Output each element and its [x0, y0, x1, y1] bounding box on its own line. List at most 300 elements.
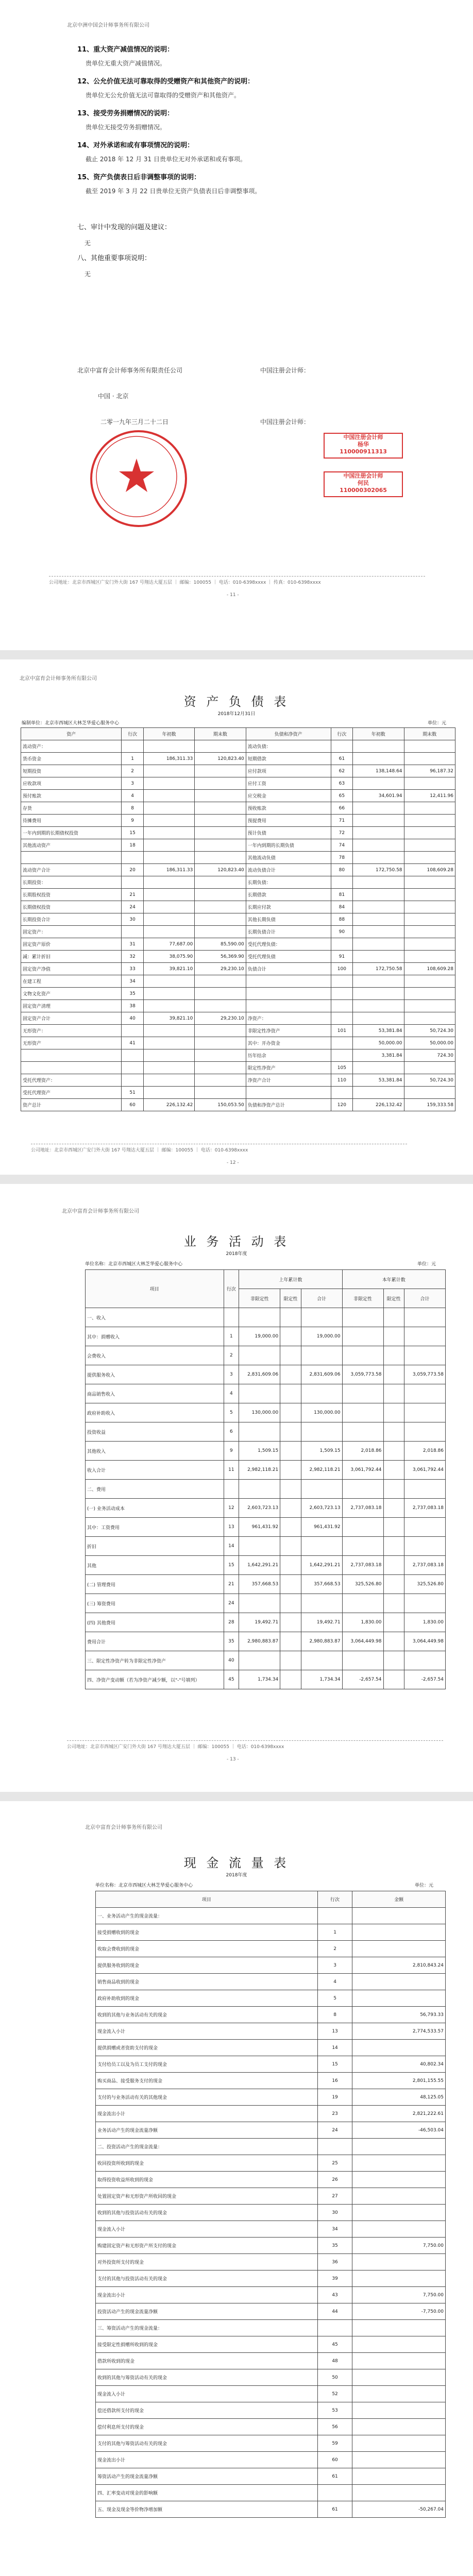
table-row: [96, 2238, 446, 2254]
table-cell: 其中：开办资金: [246, 1037, 331, 1049]
table-row: [21, 864, 455, 876]
table-cell: 105: [331, 1062, 353, 1074]
table-cell: [21, 1062, 122, 1074]
table-cell: 借款所收到的现金: [96, 2353, 318, 2369]
section-eight-text: 无: [85, 270, 91, 278]
table-header-row: [96, 1891, 446, 1908]
table-row: [86, 1384, 446, 1403]
table-cell: 收取会费收到的现金: [96, 1941, 318, 1957]
table-cell: 2,980,883.87: [239, 1632, 280, 1651]
table-cell: 43: [317, 2287, 352, 2303]
table-cell: 负债合计: [246, 963, 331, 975]
table-cell: 偿还借款所支付的现金: [96, 2402, 318, 2419]
table-cell: [301, 1384, 342, 1403]
table-cell: [383, 1403, 404, 1422]
table-cell: [353, 740, 404, 753]
unit-label: 单位：元: [417, 1262, 436, 1267]
cpa-label: 中国注册会计师：: [260, 367, 310, 374]
page-footer: [67, 1740, 443, 1750]
table-cell: 1,830.00: [404, 1613, 446, 1632]
table-cell: 15: [122, 827, 144, 839]
column-header: 负债和净资产: [246, 728, 331, 740]
table-row: [96, 2435, 446, 2452]
table-cell: 28: [224, 1613, 239, 1632]
table-cell: 20: [122, 864, 144, 876]
table-cell: [195, 1062, 246, 1074]
table-cell: [353, 827, 404, 839]
table-cell: 长期应付款: [246, 901, 331, 913]
table-cell: 受托代理资产: [21, 1087, 122, 1099]
table-cell: [404, 1651, 446, 1670]
table-cell: [353, 889, 404, 901]
table-cell: 负债和净资产总计: [246, 1099, 331, 1111]
table-row: [96, 2452, 446, 2468]
table-cell: 固定资产清理: [21, 1000, 122, 1012]
table-row: [96, 1941, 446, 1957]
table-cell: 120,823.40: [195, 864, 246, 876]
table-cell: [404, 1403, 446, 1422]
table-cell: 15: [317, 2056, 352, 2073]
table-row: [96, 2139, 446, 2155]
table-cell: 其他流动资产: [21, 839, 122, 852]
table-cell: 2,810,843.24: [352, 1957, 446, 1974]
table-cell: 二、投资活动产生的现金流量：: [96, 2139, 318, 2155]
table-cell: 3,064,449.98: [404, 1632, 446, 1651]
table-cell: 4: [224, 1384, 239, 1403]
column-header: 期末数: [195, 728, 246, 740]
table-cell: [404, 827, 455, 839]
table-cell: 66: [331, 802, 353, 815]
table-cell: 56,369.90: [195, 951, 246, 963]
note-section-title: [77, 44, 407, 54]
table-cell: [383, 1365, 404, 1384]
table-cell: 7,750.00: [352, 2287, 446, 2303]
table-cell: [143, 1087, 194, 1099]
page-number: - 13 -: [227, 1757, 239, 1762]
table-cell: [143, 839, 194, 852]
table-row: [21, 913, 455, 926]
table-cell: 政府补助收入: [86, 1403, 224, 1422]
table-cell: 长期股权投资: [21, 889, 122, 901]
table-row: [96, 2336, 446, 2353]
table-cell: [280, 1422, 301, 1442]
column-header: 项目: [96, 1891, 318, 1908]
table-cell: 2,737,083.18: [342, 1499, 383, 1518]
table-cell: [317, 2139, 352, 2155]
table-cell: [352, 1990, 446, 2007]
table-cell: [239, 1346, 280, 1365]
table-cell: 44: [317, 2303, 352, 2320]
table-row: [96, 2188, 446, 2205]
table-cell: [353, 1062, 404, 1074]
page-footer: [31, 1144, 407, 1153]
table-cell: [342, 1384, 383, 1403]
table-cell: 48: [317, 2353, 352, 2369]
table-cell: [143, 889, 194, 901]
table-header-row: [21, 728, 455, 740]
table-cell: 60: [317, 2452, 352, 2468]
table-cell: 预付账款: [21, 790, 122, 802]
table-cell: 收入合计: [86, 1461, 224, 1480]
table-cell: [143, 1037, 194, 1049]
table-cell: 53,381.84: [353, 1025, 404, 1037]
note-section: [77, 44, 407, 67]
table-cell: 31: [122, 938, 144, 951]
table-cell: 流动资产：: [21, 740, 122, 753]
table-cell: 1,734.34: [301, 1670, 342, 1689]
table-cell: 39: [317, 2270, 352, 2287]
table-cell: [195, 913, 246, 926]
table-cell: 50: [317, 2369, 352, 2386]
table-row: [21, 988, 455, 1000]
table-cell: 收回投资所收到的现金: [96, 2155, 318, 2172]
table-row: [96, 2320, 446, 2336]
table-cell: 53: [317, 2402, 352, 2419]
table-cell: [280, 1308, 301, 1327]
table-cell: [383, 1632, 404, 1651]
table-row: [96, 2386, 446, 2402]
note-section: [77, 76, 407, 99]
table-cell: [404, 988, 455, 1000]
table-row: [21, 777, 455, 790]
table-cell: 39,821.10: [143, 1012, 194, 1025]
table-cell: [331, 740, 353, 753]
table-cell: [404, 1537, 446, 1556]
table-row: [21, 740, 455, 753]
table-row: [21, 852, 455, 864]
table-cell: 120: [331, 1099, 353, 1111]
table-row: [86, 1346, 446, 1365]
table-cell: 受托代理负债: [246, 951, 331, 963]
activity-table: [85, 1269, 446, 1689]
cashflow-table: [95, 1891, 446, 2518]
table-cell: [246, 1000, 331, 1012]
table-cell: [280, 1480, 301, 1499]
table-row: [96, 2106, 446, 2122]
table-row: [86, 1499, 446, 1518]
table-cell: [280, 1499, 301, 1518]
table-cell: 61: [317, 2501, 352, 2518]
column-header: 年初数: [353, 728, 404, 740]
table-cell: [353, 901, 404, 913]
table-cell: 提供服务收入: [86, 1365, 224, 1384]
table-cell: 357,668.53: [301, 1575, 342, 1594]
table-cell: 12: [224, 1499, 239, 1518]
column-header: 非限定性: [342, 1289, 383, 1308]
table-cell: 33: [122, 963, 144, 975]
table-cell: [195, 827, 246, 839]
table-cell: 长期投资：: [21, 876, 122, 889]
table-row: [86, 1442, 446, 1461]
table-cell: 21: [122, 889, 144, 901]
table-cell: 固定资产合计: [21, 1012, 122, 1025]
table-row: [21, 889, 455, 901]
table-cell: 一年内到期的长期债权投资: [21, 827, 122, 839]
table-cell: [301, 1422, 342, 1442]
table-cell: [383, 1442, 404, 1461]
table-cell: [143, 740, 194, 753]
table-cell: 51: [122, 1087, 144, 1099]
table-cell: 3: [317, 1957, 352, 1974]
table-cell: 29,230.10: [195, 963, 246, 975]
table-cell: 固定资产原价: [21, 938, 122, 951]
table-row: [21, 753, 455, 765]
balance-sheet-table: [21, 727, 455, 1111]
column-header: 行次: [317, 1891, 352, 1908]
stamp1-line-2: 杨华: [358, 441, 369, 448]
table-cell: [352, 2336, 446, 2353]
table-cell: [383, 1556, 404, 1575]
table-row: [96, 2353, 446, 2369]
column-header: 非限定性: [239, 1289, 280, 1308]
firm-name: 北京中富育会计师事务所有限责任公司: [77, 367, 183, 374]
table-row: [96, 2122, 446, 2139]
table-cell: 48,125.05: [352, 2089, 446, 2106]
table-row: [96, 2468, 446, 2485]
table-cell: [280, 1556, 301, 1575]
table-row: [96, 2501, 446, 2518]
note-title: 公允价值无法可靠取得的受赠资产和其他资产的说明：: [93, 78, 255, 86]
note-number: 12、: [77, 78, 94, 86]
table-cell: 40: [224, 1651, 239, 1670]
note-section-title: [77, 140, 407, 149]
table-cell: [404, 1062, 455, 1074]
table-cell: [122, 1049, 144, 1062]
table-cell: 5: [317, 1990, 352, 2007]
table-cell: [383, 1670, 404, 1689]
cpa-label-2: 中国注册会计师：: [260, 418, 310, 426]
table-cell: 2,737,083.18: [404, 1556, 446, 1575]
table-cell: [317, 2485, 352, 2501]
note-text: 贵单位无接受劳务捐赠情况。: [86, 124, 166, 131]
table-cell: [143, 1049, 194, 1062]
table-cell: [143, 1025, 194, 1037]
page-header: 北京中富育会计师事务所有限公司: [20, 676, 97, 682]
table-cell: 偿付利息所支付的现金: [96, 2419, 318, 2435]
table-cell: 1,830.00: [342, 1613, 383, 1632]
page-number: - 11 -: [227, 592, 239, 598]
table-cell: 支付给员工以及为员工支付的现金: [96, 2056, 318, 2073]
table-cell: [331, 1037, 353, 1049]
footer-text: 公司地址：北京市西城区广安门外大街 167 号翔达大厦五层 ｜ 邮编：100055 ｜ 电话：010-6398xxxx: [31, 1148, 248, 1153]
table-cell: 38: [122, 1000, 144, 1012]
table-cell: 短期投资: [21, 765, 122, 777]
table-cell: [301, 1346, 342, 1365]
table-cell: [342, 1537, 383, 1556]
column-header: 限定性: [280, 1289, 301, 1308]
table-cell: [352, 2402, 446, 2419]
table-cell: [352, 2320, 446, 2336]
table-cell: [143, 852, 194, 864]
table-cell: [21, 1049, 122, 1062]
table-cell: 1,642,291.21: [301, 1556, 342, 1575]
page-activity-statement: [0, 1184, 473, 1792]
table-cell: 39,821.10: [143, 963, 194, 975]
table-cell: [352, 2155, 446, 2172]
table-cell: [122, 876, 144, 889]
table-cell: 4: [122, 790, 144, 802]
column-header: 资产: [21, 728, 122, 740]
table-cell: 无形资产: [21, 1037, 122, 1049]
table-row: [86, 1518, 446, 1537]
table-row: [21, 1099, 455, 1111]
table-cell: [404, 1000, 455, 1012]
table-cell: 60: [122, 1099, 144, 1111]
table-cell: [239, 1308, 280, 1327]
column-header: 项目: [86, 1270, 224, 1308]
cashflow-title: 现 金 流 量 表: [183, 1856, 290, 1870]
table-cell: [404, 815, 455, 827]
footer-text: 公司地址：北京市西城区广安门外大街 167 号翔达大厦五层 ｜ 邮编：100055 ｜ 电话：010-6398xxxx ｜ 传真：010-6398xxxx: [49, 580, 321, 585]
table-cell: 长期投资合计: [21, 913, 122, 926]
table-cell: 108,609.28: [404, 864, 455, 876]
table-row: [86, 1632, 446, 1651]
note-title: 对外承诺和或有事项情况的说明：: [93, 142, 194, 149]
stamp1-line-1: 中国注册会计师: [343, 434, 383, 440]
table-cell: [404, 889, 455, 901]
table-cell: [143, 815, 194, 827]
note-text: 贵单位无公允价值无法可靠取得的受赠资产和其他资产。: [86, 92, 241, 99]
table-cell: [224, 1308, 239, 1327]
table-cell: 35: [317, 2238, 352, 2254]
table-cell: [280, 1403, 301, 1422]
table-cell: 357,668.53: [239, 1575, 280, 1594]
table-cell: 325,526.80: [342, 1575, 383, 1594]
table-cell: [352, 2254, 446, 2270]
table-cell: 2: [224, 1346, 239, 1365]
table-row: [86, 1461, 446, 1480]
table-row: [86, 1308, 446, 1327]
table-cell: 1: [122, 753, 144, 765]
table-cell: (一) 业务活动成本: [86, 1499, 224, 1518]
table-cell: 19,000.00: [239, 1327, 280, 1346]
table-cell: 购建固定资产和无形资产所支付的现金: [96, 2238, 318, 2254]
table-cell: [195, 1087, 246, 1099]
balance-sheet-date: 2018年12月31日: [217, 711, 256, 717]
table-cell: 23: [317, 2106, 352, 2122]
table-row: [86, 1537, 446, 1556]
table-cell: 对外投资所支付的现金: [96, 2254, 318, 2270]
table-cell: 159,333.58: [404, 1099, 455, 1111]
table-cell: [143, 790, 194, 802]
table-cell: 1: [224, 1327, 239, 1346]
table-row: [21, 1087, 455, 1099]
note-section-title: [77, 76, 407, 86]
table-cell: [143, 975, 194, 988]
table-cell: (四) 其他费用: [86, 1613, 224, 1632]
table-cell: -2,657.54: [404, 1670, 446, 1689]
table-cell: [404, 1012, 455, 1025]
table-cell: [143, 765, 194, 777]
section-seven-text: 无: [85, 240, 91, 247]
table-cell: 74: [331, 839, 353, 852]
table-cell: 收到的其他与筹资活动有关的现金: [96, 2369, 318, 2386]
table-cell: [353, 852, 404, 864]
table-cell: 6: [224, 1422, 239, 1442]
table-cell: 提供捐赠或者资助支付的现金: [96, 2040, 318, 2056]
table-cell: [383, 1518, 404, 1537]
table-cell: 9: [224, 1442, 239, 1461]
table-cell: [195, 876, 246, 889]
table-cell: 商品销售收入: [86, 1384, 224, 1403]
table-cell: [195, 740, 246, 753]
table-cell: [383, 1613, 404, 1632]
table-row: [21, 790, 455, 802]
table-cell: 27: [317, 2188, 352, 2205]
table-row: [21, 815, 455, 827]
firm-seal: [90, 430, 187, 527]
table-cell: [353, 1012, 404, 1025]
table-cell: 226,132.42: [353, 1099, 404, 1111]
section-seven-title: 七、审计中发现的问题及建议：: [77, 224, 172, 231]
table-cell: 其他收入: [86, 1442, 224, 1461]
table-cell: 13: [224, 1518, 239, 1537]
table-cell: [353, 951, 404, 963]
note-text: 截至 2019 年 3 月 22 日贵单位无资产负债表日后非调整事项。: [86, 188, 261, 195]
table-cell: [383, 1575, 404, 1594]
note-section: [77, 172, 407, 195]
table-cell: [342, 1480, 383, 1499]
table-cell: 长期债权投资: [21, 901, 122, 913]
table-cell: 50,724.30: [404, 1074, 455, 1087]
table-cell: 一年内到期的长期负债: [246, 839, 331, 852]
table-cell: 一、收入: [86, 1308, 224, 1327]
table-cell: 24: [224, 1594, 239, 1613]
table-cell: [280, 1594, 301, 1613]
table-cell: 长期负债合计: [246, 926, 331, 938]
table-row: [96, 2254, 446, 2270]
table-cell: 84: [331, 901, 353, 913]
table-cell: [246, 975, 331, 988]
table-group-header-row: [86, 1270, 446, 1289]
table-cell: 2,831,609.06: [239, 1365, 280, 1384]
table-row: [96, 2221, 446, 2238]
table-cell: (二) 管理费用: [86, 1575, 224, 1594]
table-cell: [353, 1000, 404, 1012]
cashflow-date: 2018年度: [226, 1873, 247, 1878]
table-cell: 110: [331, 1074, 353, 1087]
table-cell: 50,000.00: [353, 1037, 404, 1049]
table-cell: 无形资产：: [21, 1025, 122, 1037]
table-cell: 34,601.94: [353, 790, 404, 802]
table-cell: 五、现金及现金等价物净增加额: [96, 2501, 318, 2518]
table-cell: 8: [317, 2007, 352, 2023]
table-cell: 投资收益: [86, 1422, 224, 1442]
table-cell: [383, 1651, 404, 1670]
table-cell: [352, 1974, 446, 1990]
table-cell: 3,059,773.58: [404, 1365, 446, 1384]
table-cell: 2,982,118.21: [239, 1461, 280, 1480]
table-cell: 36: [317, 2254, 352, 2270]
table-cell: 3: [224, 1365, 239, 1384]
table-row: [86, 1670, 446, 1689]
table-cell: 3: [122, 777, 144, 790]
table-row: [21, 951, 455, 963]
table-cell: [331, 1000, 353, 1012]
table-row: [96, 2402, 446, 2419]
table-row: [21, 963, 455, 975]
table-cell: [404, 1594, 446, 1613]
table-cell: 支付的其他与投资活动有关的现金: [96, 2270, 318, 2287]
table-row: [96, 2089, 446, 2106]
table-cell: [280, 1613, 301, 1632]
table-cell: [353, 975, 404, 988]
table-cell: [404, 1087, 455, 1099]
table-cell: [353, 802, 404, 815]
table-row: [21, 1049, 455, 1062]
table-cell: 101: [331, 1025, 353, 1037]
note-title: 重大资产减值情况的说明：: [93, 46, 174, 54]
